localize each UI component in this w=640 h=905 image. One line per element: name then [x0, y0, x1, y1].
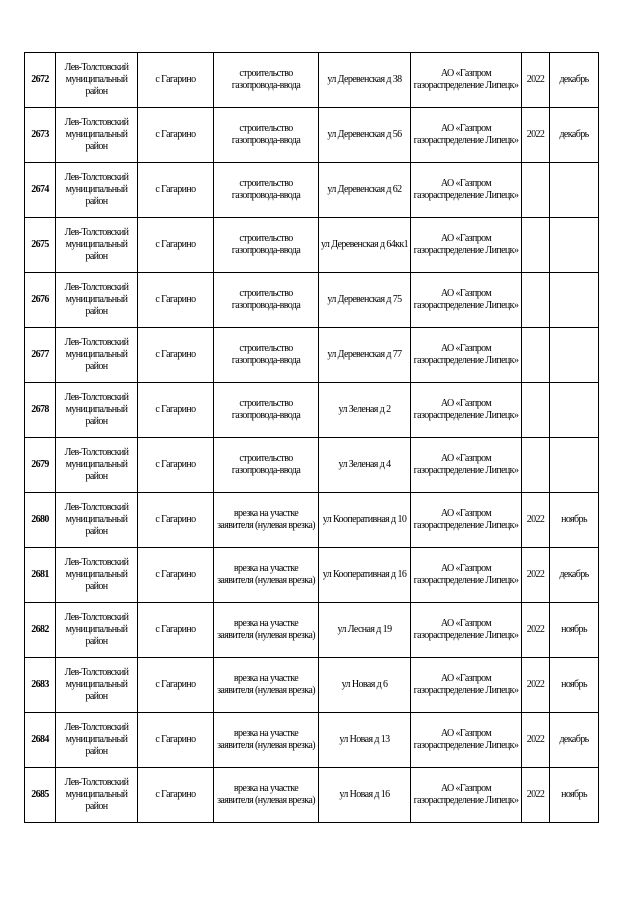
- table-row: [25, 493, 599, 548]
- organization-cell: АО «Газпром газораспределение Липецк»: [411, 108, 522, 163]
- table-row: [25, 163, 599, 218]
- district-cell: Лев-Толстовский муниципальный район: [56, 273, 138, 328]
- settlement-cell: с Гагарино: [138, 383, 214, 438]
- month-cell: [550, 438, 599, 493]
- settlement-cell: с Гагарино: [138, 53, 214, 108]
- month-cell: [550, 273, 599, 328]
- address-cell: ул Деревенская д 38: [319, 53, 411, 108]
- row-number-cell: 2684: [25, 713, 56, 768]
- work-type-cell: врезка на участке заявителя (нулевая врезка): [214, 548, 319, 603]
- work-type-cell: врезка на участке заявителя (нулевая врезка): [214, 713, 319, 768]
- year-cell: 2022: [522, 713, 550, 768]
- row-number-cell: 2677: [25, 328, 56, 383]
- organization-cell: АО «Газпром газораспределение Липецк»: [411, 548, 522, 603]
- district-cell: Лев-Толстовский муниципальный район: [56, 218, 138, 273]
- settlement-cell: с Гагарино: [138, 273, 214, 328]
- year-cell: 2022: [522, 658, 550, 713]
- work-type-cell: врезка на участке заявителя (нулевая врезка): [214, 658, 319, 713]
- district-cell: Лев-Толстовский муниципальный район: [56, 658, 138, 713]
- settlement-cell: с Гагарино: [138, 108, 214, 163]
- work-type-cell: строительство газопровода-ввода: [214, 438, 319, 493]
- settlement-cell: с Гагарино: [138, 548, 214, 603]
- table-row: [25, 713, 599, 768]
- row-number-cell: 2674: [25, 163, 56, 218]
- table-row: [25, 768, 599, 823]
- row-number-cell: 2683: [25, 658, 56, 713]
- settlement-cell: с Гагарино: [138, 218, 214, 273]
- table-row: [25, 328, 599, 383]
- organization-cell: АО «Газпром газораспределение Липецк»: [411, 713, 522, 768]
- work-type-cell: строительство газопровода-ввода: [214, 273, 319, 328]
- year-cell: [522, 218, 550, 273]
- year-cell: [522, 438, 550, 493]
- address-cell: ул Кооперативная д 16: [319, 548, 411, 603]
- row-number-cell: 2676: [25, 273, 56, 328]
- gas-connection-table: [24, 52, 599, 823]
- district-cell: Лев-Толстовский муниципальный район: [56, 713, 138, 768]
- row-number-cell: 2672: [25, 53, 56, 108]
- month-cell: ноябрь: [550, 603, 599, 658]
- address-cell: ул Лесная д 19: [319, 603, 411, 658]
- organization-cell: АО «Газпром газораспределение Липецк»: [411, 328, 522, 383]
- table-row: [25, 108, 599, 163]
- table-row: [25, 658, 599, 713]
- month-cell: декабрь: [550, 53, 599, 108]
- address-cell: ул Новая д 16: [319, 768, 411, 823]
- work-type-cell: строительство газопровода-ввода: [214, 163, 319, 218]
- table-row: [25, 438, 599, 493]
- settlement-cell: с Гагарино: [138, 768, 214, 823]
- settlement-cell: с Гагарино: [138, 163, 214, 218]
- settlement-cell: с Гагарино: [138, 328, 214, 383]
- address-cell: ул Новая д 6: [319, 658, 411, 713]
- year-cell: [522, 383, 550, 438]
- settlement-cell: с Гагарино: [138, 493, 214, 548]
- organization-cell: АО «Газпром газораспределение Липецк»: [411, 53, 522, 108]
- table-row: [25, 603, 599, 658]
- month-cell: декабрь: [550, 548, 599, 603]
- address-cell: ул Деревенская д 64кк1: [319, 218, 411, 273]
- work-type-cell: врезка на участке заявителя (нулевая врезка): [214, 603, 319, 658]
- district-cell: Лев-Толстовский муниципальный район: [56, 438, 138, 493]
- month-cell: [550, 218, 599, 273]
- district-cell: Лев-Толстовский муниципальный район: [56, 53, 138, 108]
- month-cell: ноябрь: [550, 768, 599, 823]
- work-type-cell: врезка на участке заявителя (нулевая врезка): [214, 493, 319, 548]
- organization-cell: АО «Газпром газораспределение Липецк»: [411, 273, 522, 328]
- year-cell: [522, 328, 550, 383]
- work-type-cell: строительство газопровода-ввода: [214, 53, 319, 108]
- organization-cell: АО «Газпром газораспределение Липецк»: [411, 493, 522, 548]
- district-cell: Лев-Толстовский муниципальный район: [56, 383, 138, 438]
- settlement-cell: с Гагарино: [138, 438, 214, 493]
- year-cell: 2022: [522, 603, 550, 658]
- table-row: [25, 383, 599, 438]
- year-cell: 2022: [522, 53, 550, 108]
- table-row: [25, 548, 599, 603]
- organization-cell: АО «Газпром газораспределение Липецк»: [411, 658, 522, 713]
- address-cell: ул Новая д 13: [319, 713, 411, 768]
- month-cell: декабрь: [550, 108, 599, 163]
- settlement-cell: с Гагарино: [138, 603, 214, 658]
- address-cell: ул Деревенская д 75: [319, 273, 411, 328]
- row-number-cell: 2673: [25, 108, 56, 163]
- table-body: [25, 53, 599, 823]
- district-cell: Лев-Толстовский муниципальный район: [56, 328, 138, 383]
- year-cell: [522, 273, 550, 328]
- address-cell: ул Деревенская д 77: [319, 328, 411, 383]
- district-cell: Лев-Толстовский муниципальный район: [56, 768, 138, 823]
- district-cell: Лев-Толстовский муниципальный район: [56, 603, 138, 658]
- document-page: [24, 52, 598, 823]
- row-number-cell: 2675: [25, 218, 56, 273]
- work-type-cell: врезка на участке заявителя (нулевая врезка): [214, 768, 319, 823]
- year-cell: 2022: [522, 768, 550, 823]
- month-cell: декабрь: [550, 713, 599, 768]
- organization-cell: АО «Газпром газораспределение Липецк»: [411, 438, 522, 493]
- settlement-cell: с Гагарино: [138, 713, 214, 768]
- month-cell: ноябрь: [550, 493, 599, 548]
- year-cell: 2022: [522, 108, 550, 163]
- table-row: [25, 273, 599, 328]
- month-cell: [550, 383, 599, 438]
- work-type-cell: строительство газопровода-ввода: [214, 218, 319, 273]
- year-cell: [522, 163, 550, 218]
- organization-cell: АО «Газпром газораспределение Липецк»: [411, 163, 522, 218]
- district-cell: Лев-Толстовский муниципальный район: [56, 548, 138, 603]
- year-cell: 2022: [522, 548, 550, 603]
- district-cell: Лев-Толстовский муниципальный район: [56, 493, 138, 548]
- row-number-cell: 2685: [25, 768, 56, 823]
- month-cell: [550, 328, 599, 383]
- organization-cell: АО «Газпром газораспределение Липецк»: [411, 383, 522, 438]
- table-row: [25, 218, 599, 273]
- row-number-cell: 2681: [25, 548, 56, 603]
- work-type-cell: строительство газопровода-ввода: [214, 328, 319, 383]
- district-cell: Лев-Толстовский муниципальный район: [56, 108, 138, 163]
- address-cell: ул Зеленая д 4: [319, 438, 411, 493]
- organization-cell: АО «Газпром газораспределение Липецк»: [411, 768, 522, 823]
- year-cell: 2022: [522, 493, 550, 548]
- work-type-cell: строительство газопровода-ввода: [214, 383, 319, 438]
- organization-cell: АО «Газпром газораспределение Липецк»: [411, 603, 522, 658]
- address-cell: ул Деревенская д 56: [319, 108, 411, 163]
- table-row: [25, 53, 599, 108]
- address-cell: ул Деревенская д 62: [319, 163, 411, 218]
- row-number-cell: 2680: [25, 493, 56, 548]
- month-cell: [550, 163, 599, 218]
- district-cell: Лев-Толстовский муниципальный район: [56, 163, 138, 218]
- row-number-cell: 2682: [25, 603, 56, 658]
- work-type-cell: строительство газопровода-ввода: [214, 108, 319, 163]
- row-number-cell: 2678: [25, 383, 56, 438]
- settlement-cell: с Гагарино: [138, 658, 214, 713]
- month-cell: ноябрь: [550, 658, 599, 713]
- address-cell: ул Кооперативная д 10: [319, 493, 411, 548]
- address-cell: ул Зеленая д 2: [319, 383, 411, 438]
- row-number-cell: 2679: [25, 438, 56, 493]
- organization-cell: АО «Газпром газораспределение Липецк»: [411, 218, 522, 273]
